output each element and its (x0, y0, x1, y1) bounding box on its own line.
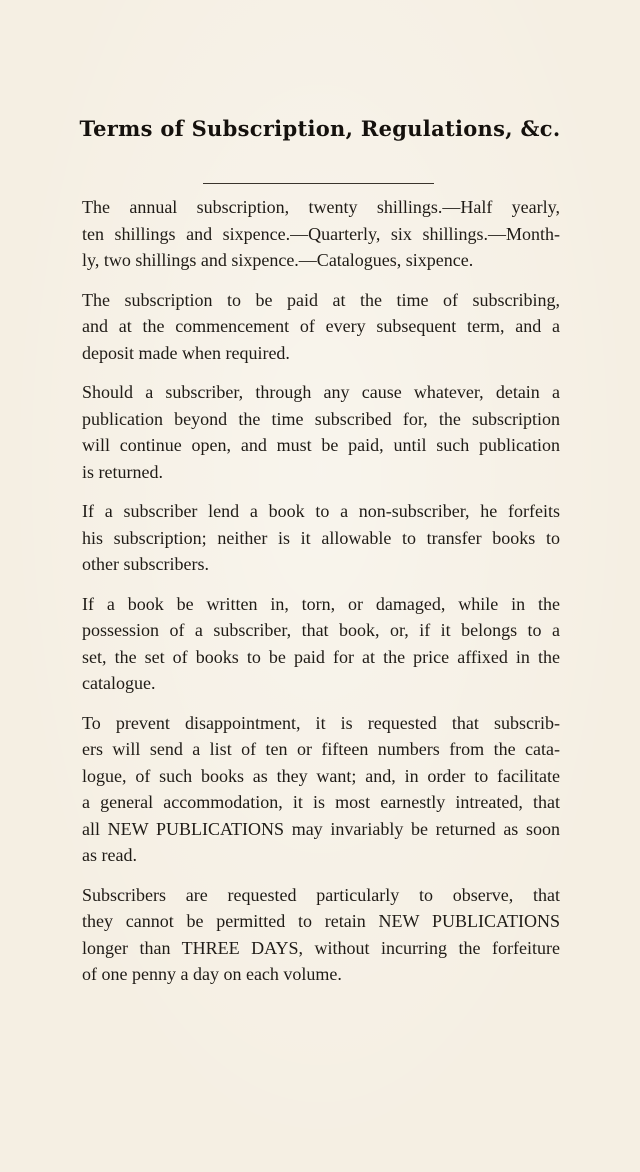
text-line: If a subscriber lend a book to a non-subscriber, he forfeits (82, 501, 560, 521)
text-line: The subscription to be paid at the time of subscribing, (82, 289, 560, 310)
text-line: and at the commencement of every subsequent term, and a (82, 316, 560, 336)
text-line: To prevent disappointment, it is requested that subscrib- (82, 712, 560, 733)
text-line: all NEW PUBLICATIONS may invariably be returned as soon (82, 818, 560, 839)
text-line: of one penny a day on each volume. (82, 964, 342, 984)
paragraph-book-requests (82, 710, 560, 869)
paragraph-damaged-books (82, 591, 560, 697)
paragraph-detained-publications (82, 379, 560, 485)
text-line: a general accommodation, it is most earnestly intreated, that (82, 792, 560, 812)
text-line: other subscribers. (82, 554, 209, 574)
text-line: Should a subscriber, through any cause whatever, detain a (82, 382, 560, 402)
page-title: Terms of Subscription, Regulations, &c. (79, 116, 561, 141)
text-line: The annual subscription, twenty shillings.—Half yearly, (82, 197, 560, 217)
text-line: Subscribers are requested particularly to observe, that (82, 884, 560, 905)
paragraph-lending-forfeit (82, 498, 560, 578)
text-line: will continue open, and must be paid, until such publication (82, 435, 560, 455)
paragraph-subscription-rates (82, 194, 560, 274)
paragraph-new-publications-limit (82, 882, 560, 988)
paragraph-payment-terms (82, 287, 560, 367)
text-line: his subscription; neither is it allowable to transfer books to (82, 527, 560, 548)
text-line: catalogue. (82, 673, 156, 693)
text-line: ly, two shillings and sixpence.—Catalogues, sixpence. (82, 250, 474, 270)
text-line: ten shillings and sixpence.—Quarterly, six shillings.—Month- (82, 223, 560, 244)
text-line: possession of a subscriber, that book, or, if it belongs to a (82, 620, 560, 640)
text-line: logue, of such books as they want; and, in order to facilitate (82, 765, 560, 786)
text-line: publication beyond the time subscribed for, the subscription (82, 408, 560, 429)
regulations-text (82, 194, 560, 1001)
text-line: longer than THREE DAYS, without incurring the forfeiture (82, 937, 560, 958)
text-line: as read. (82, 845, 137, 865)
text-line: If a book be written in, torn, or damaged, while in the (82, 593, 560, 614)
text-line: they cannot be permitted to retain NEW PUBLICATIONS (82, 911, 560, 931)
text-line: set, the set of books to be paid for at the price affixed in the (82, 646, 560, 667)
text-line: ers will send a list of ten or fifteen numbers from the cata- (82, 739, 560, 759)
title-rule-divider (203, 183, 434, 184)
text-line: deposit made when required. (82, 342, 290, 363)
text-line: is returned. (82, 461, 163, 482)
